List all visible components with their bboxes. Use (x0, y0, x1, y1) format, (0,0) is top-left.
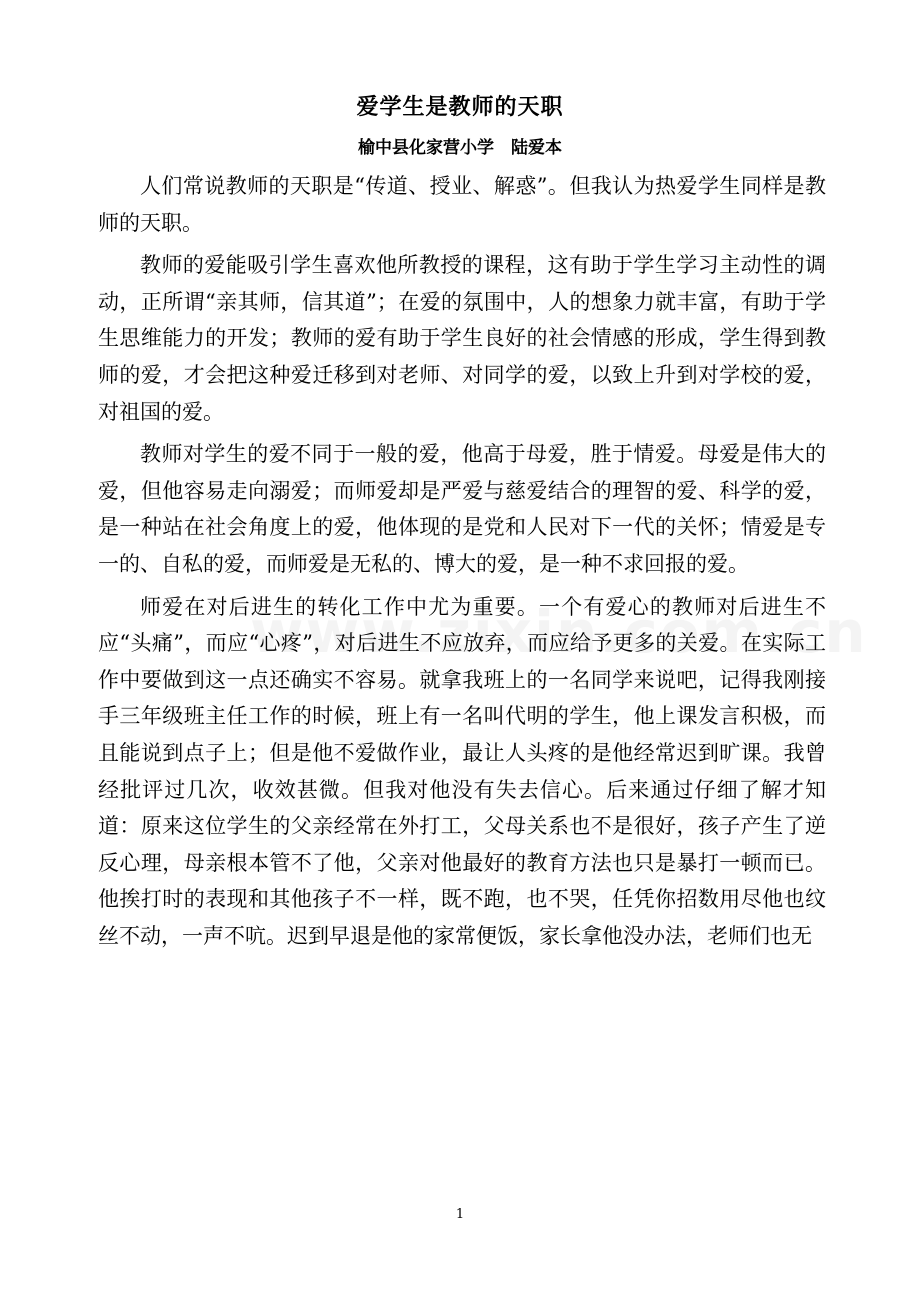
paragraph: 教师的爱能吸引学生喜欢他所教授的课程，这有助于学生学习主动性的调动，正所谓“亲其师，信其道”；在爱的氛围中，人的想象力就丰富，有助于学生思维能力的开发；教师的爱有助于学生良好的社会情感的形成，学生得到教师的爱，才会把这种爱迁移到对老师、对同学的爱，以致上升到对学校的爱，对祖国的爱。 (98, 253, 826, 424)
author-line: 榆中县化家营小学 陆爱本 (358, 138, 562, 158)
page-number: 1 (455, 1207, 465, 1222)
document-title: 爱学生是教师的天职 (356, 94, 564, 120)
paragraph: 人们常说教师的天职是“传道、授业、解惑”。但我认为热爱学生同样是教师的天职。 (98, 174, 826, 235)
body-text (98, 168, 826, 960)
paragraph: 师爱在对后进生的转化工作中尤为重要。一个有爱心的教师对后进生不应“头痛”，而应“心疼”，对后进生不应放弃，而应给予更多的关爱。在实际工作中要做到这一点还确实不容易。就拿我班上的一名同学来说吧，记得我刚接手三年级班主任工作的时候，班上有一名叫代明的学生，他上课发言积极，而且能说到点子上；但是他不爱做作业，最让人头疼的是他经常迟到旷课。我曾经批评过几次，收效甚微。但我对他没有失去信心。后来通过仔细了解才知道：原来这位学生的父亲经常在外打工，父母关系也不是很好，孩子产生了逆反心理，母亲根本管不了他，父亲对他最好的教育方法也只是暴打一顿而已。他挨打时的表现和其他孩子不一样，既不跑，也不哭，任凭你招数用尽他也纹丝不动，一声不吭。迟到早退是他的家常便饭，家长拿他没办法，老师们也无 (98, 594, 826, 948)
paragraph: 教师对学生的爱不同于一般的爱，他高于母爱，胜于情爱。母爱是伟大的爱，但他容易走向溺爱；而师爱却是严爱与慈爱结合的理智的爱、科学的爱，是一种站在社会角度上的爱，他体现的是党和人民对下一代的关怀；情爱是专一的、自私的爱，而师爱是无私的、博大的爱，是一种不求回报的爱。 (98, 442, 826, 576)
